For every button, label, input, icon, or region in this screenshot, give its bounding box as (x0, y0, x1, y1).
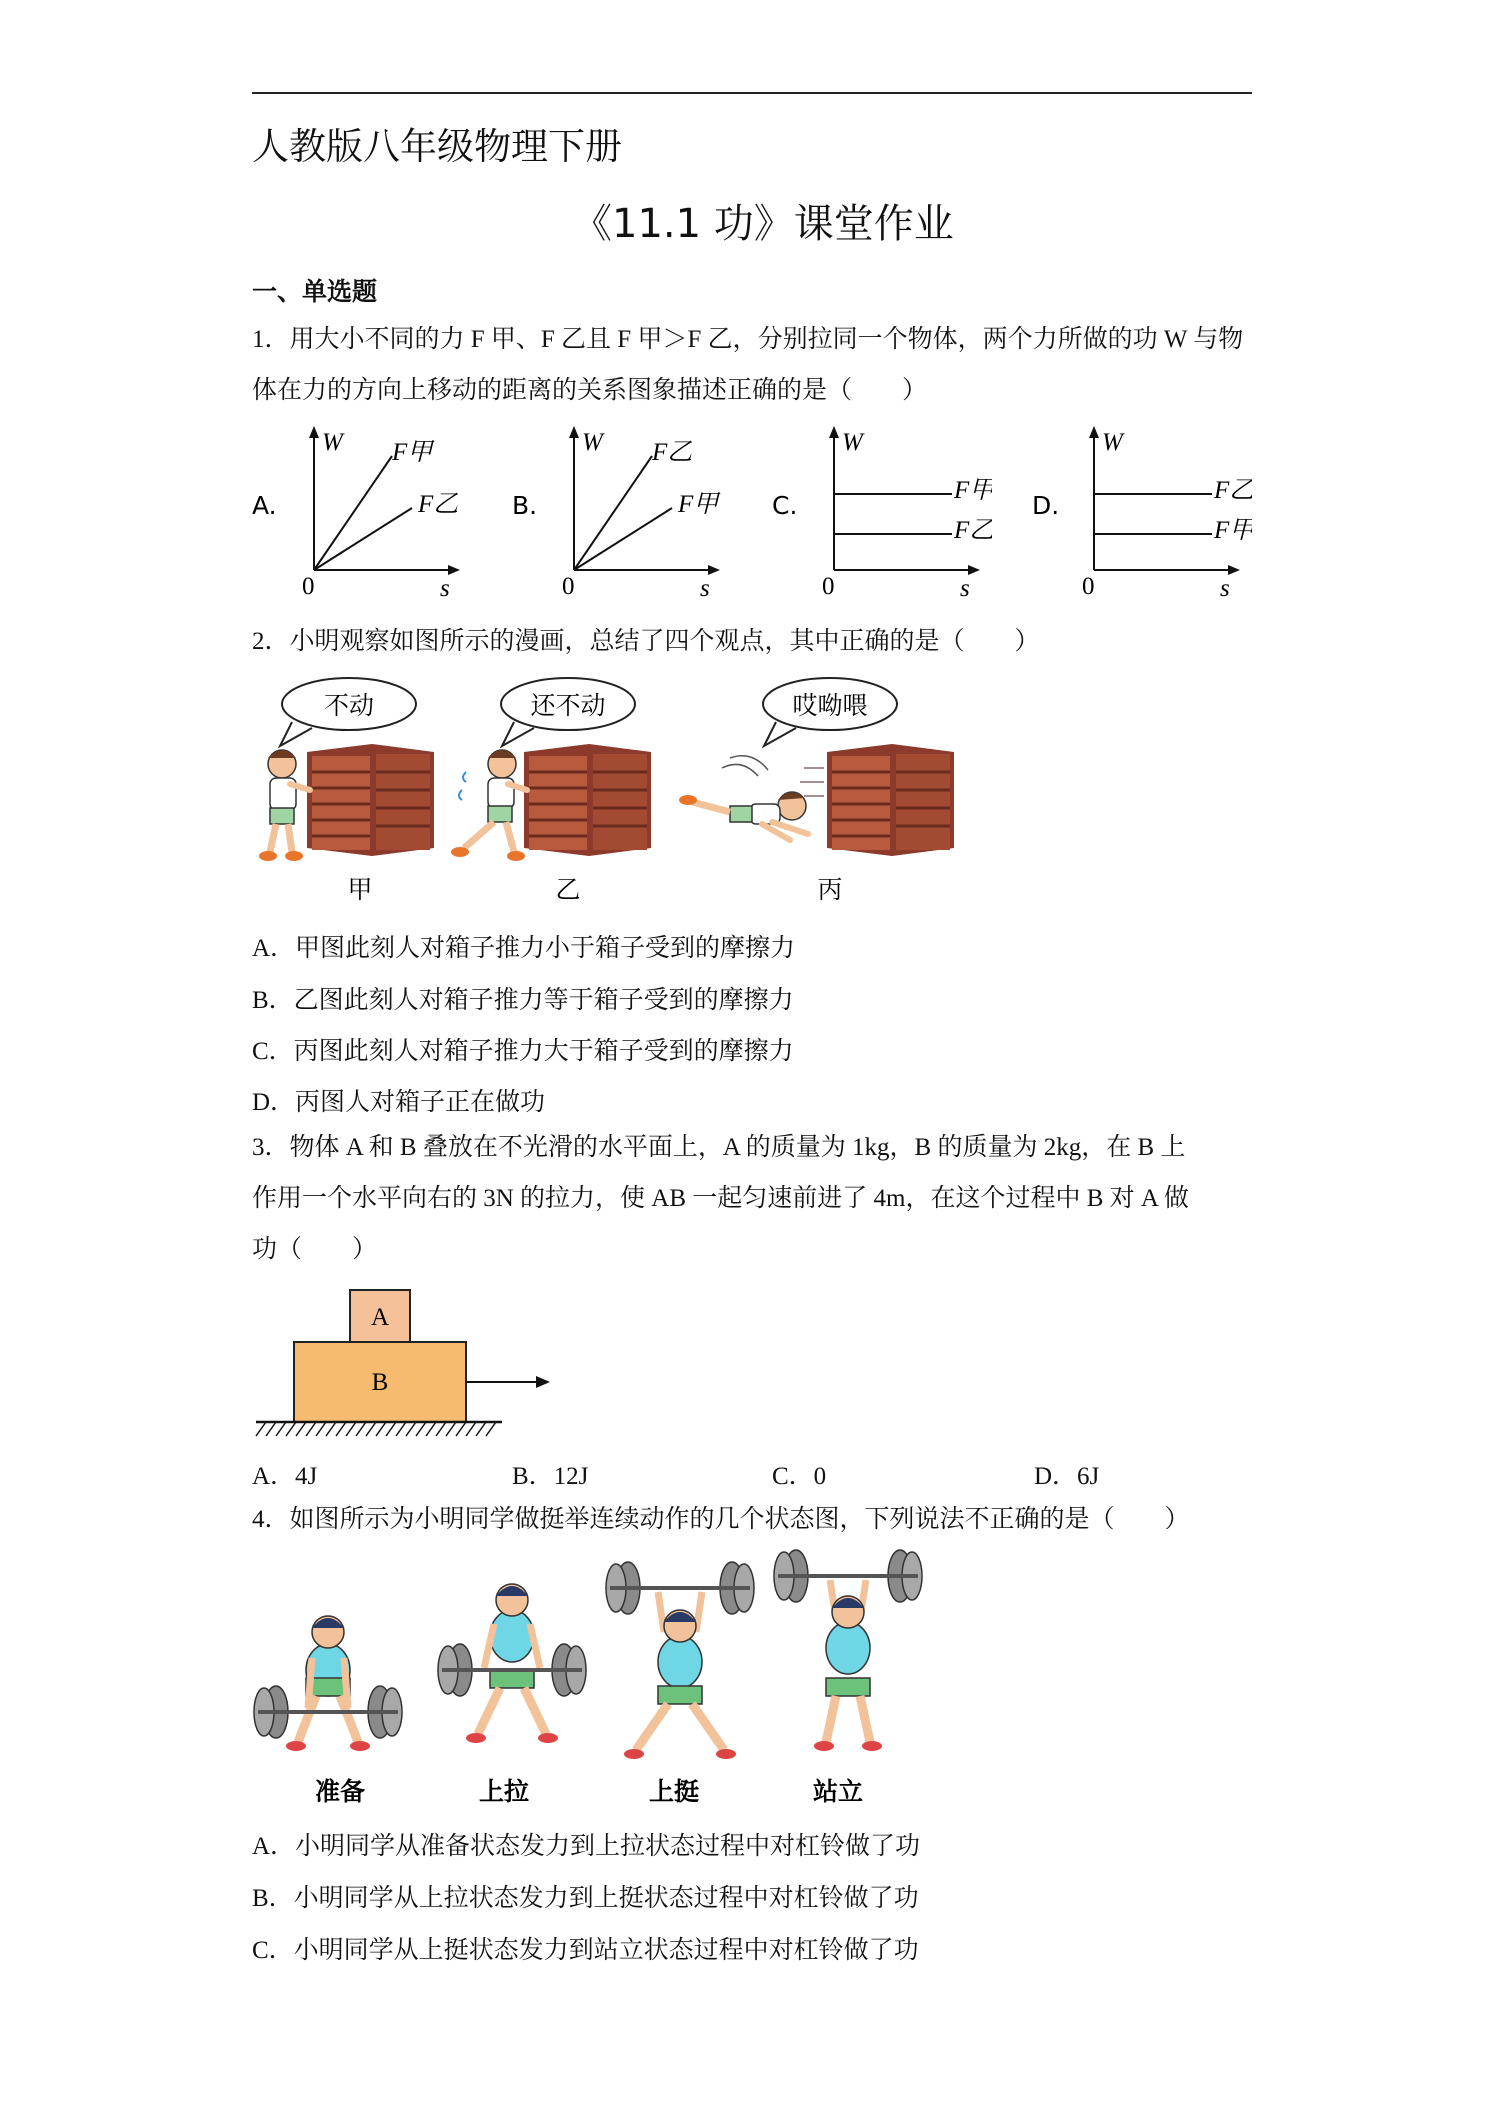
q4-option-c[interactable]: C．小明同学从上挺状态发力到站立状态过程中对杠铃做了功 (252, 1937, 919, 1964)
crate (524, 744, 651, 856)
q1-graph-a (252, 420, 472, 600)
x-axis-arrow (448, 565, 460, 575)
q3-stem-line3: 功（ ） (252, 1236, 378, 1263)
bubble-text: 还不动 (530, 691, 606, 720)
x-axis-arrow (1228, 565, 1240, 575)
q3-stem-line1: 3．物体 A 和 B 叠放在不光滑的水平面上，A 的质量为 1kg，B 的质量为 2kg，在 B 上 (252, 1134, 1186, 1161)
top-rule (252, 92, 1252, 94)
y-axis-label: W (1102, 429, 1123, 456)
y-axis-arrow (309, 426, 319, 438)
leg (478, 1688, 500, 1734)
arm (530, 1624, 540, 1668)
q3-stem-line2: 作用一个水平向右的 3N 的拉力，使 AB 一起匀速前进了 4m，在这个过程中 B 对 A 做 (252, 1185, 1189, 1212)
arm (308, 1658, 312, 1708)
q1-stem-line1: 1．用大小不同的力 F 甲、F 乙且 F 甲＞F 乙，分别拉同一个物体，两个力所做的功 W 与物 (252, 326, 1244, 353)
cartoon-panel-jia (259, 678, 434, 861)
series-label-bottom: F乙 (954, 517, 992, 544)
caption-jia: 甲 (347, 875, 373, 904)
x-axis-label: s (440, 575, 450, 600)
q1-graph-b (512, 420, 732, 600)
bubble-text: 不动 (323, 691, 375, 720)
leg (692, 1704, 724, 1750)
x-axis-label: s (960, 575, 970, 600)
q1-graph-c (772, 420, 992, 600)
series-line-bottom (574, 508, 672, 570)
caption-bing: 丙 (817, 875, 843, 904)
arm (696, 1592, 702, 1632)
torso (490, 1610, 534, 1662)
hair (664, 1612, 696, 1622)
shoe (624, 1749, 644, 1759)
q1-stem-line2: 体在力的方向上移动的距离的关系图象描述正确的是（ ） (252, 377, 928, 404)
leg (826, 1696, 836, 1742)
hair (312, 1618, 344, 1628)
arm (658, 1592, 664, 1632)
shoe (814, 1741, 834, 1751)
q2-option-a[interactable]: A．甲图此刻人对箱子推力小于箱子受到的摩擦力 (252, 935, 796, 962)
shoe (716, 1749, 736, 1759)
arm (344, 1658, 348, 1708)
hair (832, 1598, 864, 1608)
option-letter: C. (772, 491, 798, 520)
cartoon-panel-yi (451, 678, 651, 861)
series-line-bottom (314, 508, 412, 570)
shorts (658, 1686, 702, 1704)
torso (658, 1636, 702, 1688)
book-subtitle: 人教版八年级物理下册 (252, 125, 622, 168)
q4-option-a[interactable]: A．小明同学从准备状态发力到上拉状态过程中对杠铃做了功 (252, 1833, 921, 1860)
x-axis-arrow (968, 565, 980, 575)
lift-caption: 准备 (314, 1777, 366, 1806)
block-a-label: A (370, 1304, 390, 1331)
series-label-top: F乙 (652, 439, 693, 466)
q2-option-c[interactable]: C．丙图此刻人对箱子推力大于箱子受到的摩擦力 (252, 1038, 794, 1065)
q3-option-c[interactable]: C．0 (772, 1463, 827, 1490)
shoe (538, 1733, 558, 1743)
q2-cartoon (252, 672, 972, 912)
y-axis-arrow (829, 426, 839, 438)
q1-option-d[interactable] (1032, 420, 1252, 605)
page-title: 《11.1 功》课堂作业 (572, 201, 954, 247)
boy-pushing (259, 750, 310, 861)
series-label-top: F乙 (1214, 477, 1252, 504)
boy-falling (679, 756, 808, 840)
q2-stem: 2．小明观察如图所示的漫画，总结了四个观点，其中正确的是（ ） (252, 628, 1040, 655)
y-axis-arrow (1089, 426, 1099, 438)
origin-label: 0 (822, 573, 835, 600)
bubble-text: 哎呦喂 (792, 691, 868, 720)
q1-option-c[interactable] (772, 420, 992, 605)
y-axis-arrow (569, 426, 579, 438)
series-label-top: F甲 (954, 477, 992, 504)
x-axis-label: s (1220, 575, 1230, 600)
cartoon-panel-bing (679, 678, 954, 856)
boy-straining (451, 750, 527, 861)
series-line-top (314, 456, 392, 570)
q4-lifter-sequence (252, 1548, 952, 1818)
shoe (862, 1741, 882, 1751)
q3-option-d[interactable]: D．6J (1034, 1463, 1100, 1490)
series-line-top (574, 456, 652, 570)
q1-option-b[interactable] (512, 420, 732, 605)
caption-yi: 乙 (555, 875, 581, 904)
leg (636, 1704, 668, 1750)
series-label-bottom: F甲 (678, 491, 719, 518)
shoe (466, 1733, 486, 1743)
lift-caption: 站立 (812, 1777, 864, 1806)
option-letter: B. (512, 491, 538, 520)
shoe (350, 1741, 370, 1751)
crate (307, 744, 434, 856)
leg (524, 1688, 546, 1734)
x-axis-arrow (708, 565, 720, 575)
q2-option-d[interactable]: D．丙图人对箱子正在做功 (252, 1089, 546, 1116)
shorts (826, 1678, 870, 1696)
q1-option-a[interactable] (252, 420, 472, 605)
crate (800, 744, 954, 856)
y-axis-label: W (842, 429, 863, 456)
option-letter: D. (1032, 491, 1060, 520)
series-label-bottom: F乙 (418, 491, 459, 518)
origin-label: 0 (302, 573, 315, 600)
block-b-label: B (371, 1369, 389, 1396)
y-axis-label: W (322, 429, 343, 456)
arm (484, 1624, 494, 1668)
ground-hatching (256, 1422, 496, 1436)
section-heading: 一、单选题 (252, 277, 378, 306)
q3-blocks-diagram (252, 1280, 572, 1440)
x-axis-label: s (700, 575, 710, 600)
shoe (286, 1741, 306, 1751)
series-label-top: F甲 (392, 439, 433, 466)
leg (860, 1696, 870, 1742)
q3-option-a[interactable]: A．4J (252, 1463, 318, 1490)
lift-caption: 上挺 (648, 1777, 700, 1806)
q2-option-b[interactable]: B．乙图此刻人对箱子推力等于箱子受到的摩擦力 (252, 987, 794, 1014)
option-letter: A. (252, 491, 277, 520)
lift-caption: 上拉 (478, 1777, 530, 1806)
q3-option-b[interactable]: B．12J (512, 1463, 589, 1490)
shorts (490, 1670, 534, 1688)
y-axis-label: W (582, 429, 603, 456)
torso (826, 1622, 870, 1674)
q4-option-b[interactable]: B．小明同学从上拉状态发力到上挺状态过程中对杠铃做了功 (252, 1885, 919, 1912)
origin-label: 0 (562, 573, 575, 600)
q4-stem: 4．如图所示为小明同学做挺举连续动作的几个状态图，下列说法不正确的是（ ） (252, 1506, 1190, 1533)
hair (496, 1586, 528, 1596)
series-label-bottom: F甲 (1214, 517, 1252, 544)
q1-graph-d (1032, 420, 1252, 600)
origin-label: 0 (1082, 573, 1095, 600)
